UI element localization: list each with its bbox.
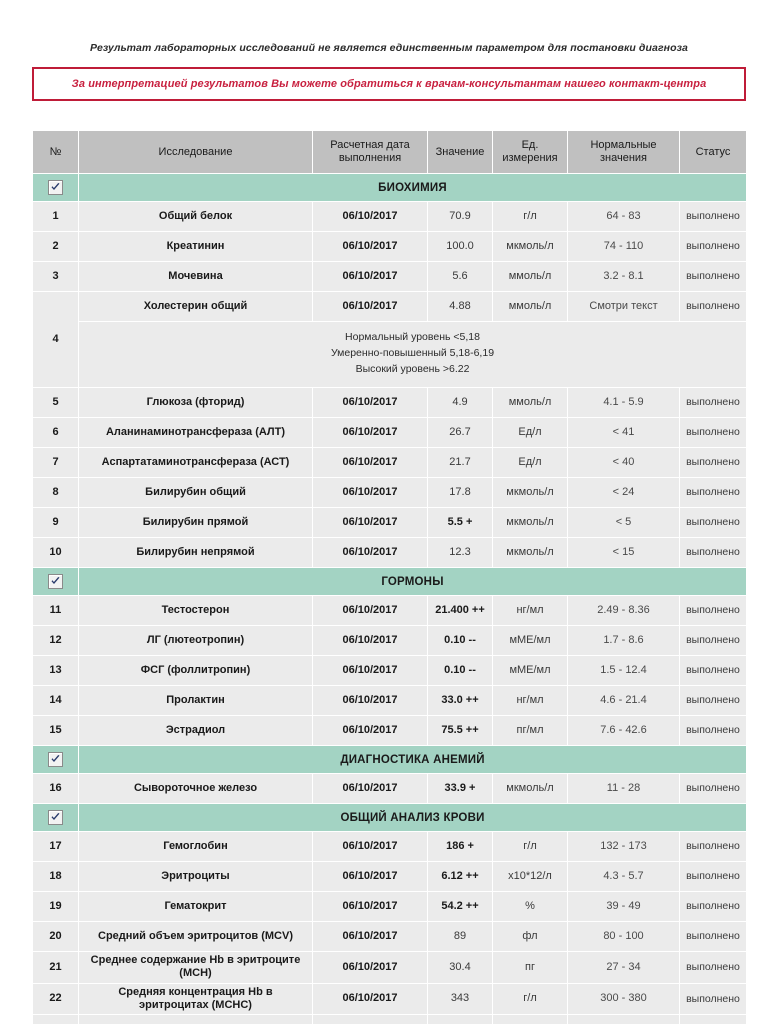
row-unit: мкмоль/л xyxy=(493,508,568,538)
row-unit: х10*12/л xyxy=(493,862,568,892)
row-test-name: Гематокрит xyxy=(79,892,313,922)
checkbox-checked-icon[interactable] xyxy=(48,752,63,767)
row-date: 06/10/2017 xyxy=(313,538,428,568)
row-unit: мкмоль/л xyxy=(493,774,568,804)
row-number: 2 xyxy=(33,232,79,262)
table-row[interactable] xyxy=(33,686,747,716)
table-row[interactable] xyxy=(33,292,747,322)
row-date: 06/10/2017 xyxy=(313,716,428,746)
row-number: 4 xyxy=(33,292,79,388)
row-number: 9 xyxy=(33,508,79,538)
row-test-name: Тестостерон xyxy=(79,596,313,626)
row-status: выполнено xyxy=(680,774,747,804)
row-value: 21.400 ++ xyxy=(428,596,493,626)
row-date: 06/10/2017 xyxy=(313,774,428,804)
table-cell-partial xyxy=(33,1015,79,1025)
column-header-date xyxy=(313,131,428,174)
row-norm-range: 4.6 - 21.4 xyxy=(568,686,680,716)
row-value: 5.6 xyxy=(428,262,493,292)
section-checkbox-cell[interactable] xyxy=(33,804,79,832)
table-row[interactable] xyxy=(33,388,747,418)
row-norm-range: < 40 xyxy=(568,448,680,478)
table-header xyxy=(33,131,747,174)
row-value: 21.7 xyxy=(428,448,493,478)
row-status: выполнено xyxy=(680,202,747,232)
row-unit: пг xyxy=(493,952,568,983)
column-header-test: Исследование xyxy=(79,131,313,174)
row-test-name: Билирубин общий xyxy=(79,478,313,508)
table-body xyxy=(33,174,747,1025)
column-header-value: Значение xyxy=(428,131,493,174)
row-value: 33.0 ++ xyxy=(428,686,493,716)
row-date: 06/10/2017 xyxy=(313,202,428,232)
table-row[interactable] xyxy=(33,892,747,922)
table-cell-partial xyxy=(79,1015,313,1025)
row-norm-range: < 41 xyxy=(568,418,680,448)
table-cell-partial xyxy=(428,1015,493,1025)
row-norm-range: 1.7 - 8.6 xyxy=(568,626,680,656)
row-date: 06/10/2017 xyxy=(313,448,428,478)
row-status: выполнено xyxy=(680,922,747,952)
row-unit: пг/мл xyxy=(493,716,568,746)
row-number: 6 xyxy=(33,418,79,448)
table-row[interactable] xyxy=(33,478,747,508)
row-unit: г/л xyxy=(493,202,568,232)
row-value: 30.4 xyxy=(428,952,493,983)
row-norm-range: 2.49 - 8.36 xyxy=(568,596,680,626)
row-norm-range: Смотри текст xyxy=(568,292,680,322)
table-cell-partial xyxy=(493,1015,568,1025)
row-norm-range: 64 - 83 xyxy=(568,202,680,232)
column-header-status: Статус xyxy=(680,131,747,174)
table-row-partial[interactable] xyxy=(33,1015,747,1025)
section-checkbox-cell[interactable] xyxy=(33,568,79,596)
checkbox-checked-icon[interactable] xyxy=(48,810,63,825)
row-test-name: Пролактин xyxy=(79,686,313,716)
row-norm-range: 27 - 34 xyxy=(568,952,680,983)
row-value: 12.3 xyxy=(428,538,493,568)
row-norm-range: < 15 xyxy=(568,538,680,568)
table-row[interactable] xyxy=(33,716,747,746)
row-value: 26.7 xyxy=(428,418,493,448)
section-header-row xyxy=(33,568,747,596)
table-cell-partial xyxy=(313,1015,428,1025)
table-cell-partial xyxy=(568,1015,680,1025)
row-test-name: ЛГ (лютеотропин) xyxy=(79,626,313,656)
section-header-row xyxy=(33,804,747,832)
row-unit: мкмоль/л xyxy=(493,232,568,262)
table-row[interactable] xyxy=(33,232,747,262)
row-status: выполнено xyxy=(680,508,747,538)
row-date: 06/10/2017 xyxy=(313,388,428,418)
row-number: 15 xyxy=(33,716,79,746)
row-unit: мМЕ/мл xyxy=(493,656,568,686)
interpretation-notice-box xyxy=(32,67,746,101)
row-status: выполнено xyxy=(680,656,747,686)
row-number: 22 xyxy=(33,983,79,1014)
row-number: 1 xyxy=(33,202,79,232)
table-row[interactable] xyxy=(33,448,747,478)
row-test-name: Глюкоза (фторид) xyxy=(79,388,313,418)
section-header-row xyxy=(33,174,747,202)
row-comment-text: Нормальный уровень <5,18 Умеренно-повышенный 5,18-6,19 Высокий уровень >6.22 xyxy=(330,331,495,375)
row-date: 06/10/2017 xyxy=(313,862,428,892)
row-unit: ммоль/л xyxy=(493,262,568,292)
row-unit: % xyxy=(493,892,568,922)
row-number: 14 xyxy=(33,686,79,716)
row-norm-range: 39 - 49 xyxy=(568,892,680,922)
row-value: 0.10 -- xyxy=(428,626,493,656)
row-test-name: Средний объем эритроцитов (MCV) xyxy=(79,922,313,952)
row-status: выполнено xyxy=(680,716,747,746)
table-row[interactable] xyxy=(33,538,747,568)
interpretation-notice-text: За интерпретацией результатов Вы можете обратиться к врачам-консультантам нашего контакт-центра xyxy=(71,78,707,90)
table-row[interactable] xyxy=(33,418,747,448)
row-test-name: Сывороточное железо xyxy=(79,774,313,804)
section-header-row xyxy=(33,746,747,774)
row-status: выполнено xyxy=(680,952,747,983)
row-number: 5 xyxy=(33,388,79,418)
row-status: выполнено xyxy=(680,832,747,862)
row-status: выполнено xyxy=(680,262,747,292)
row-unit: фл xyxy=(493,922,568,952)
row-unit: мМЕ/мл xyxy=(493,626,568,656)
row-norm-range: 3.2 - 8.1 xyxy=(568,262,680,292)
lab-results-table xyxy=(32,130,747,1025)
section-title: БИОХИМИЯ xyxy=(79,174,747,202)
row-value: 17.8 xyxy=(428,478,493,508)
row-date: 06/10/2017 xyxy=(313,478,428,508)
row-number: 7 xyxy=(33,448,79,478)
row-value: 6.12 ++ xyxy=(428,862,493,892)
row-date: 06/10/2017 xyxy=(313,596,428,626)
row-norm-range: 74 - 110 xyxy=(568,232,680,262)
row-number: 3 xyxy=(33,262,79,292)
table-row[interactable] xyxy=(33,774,747,804)
row-norm-range: 7.6 - 42.6 xyxy=(568,716,680,746)
row-date: 06/10/2017 xyxy=(313,508,428,538)
table-row[interactable] xyxy=(33,832,747,862)
row-value: 4.9 xyxy=(428,388,493,418)
row-number: 11 xyxy=(33,596,79,626)
row-test-name: Мочевина xyxy=(79,262,313,292)
row-test-name: Средняя концентрация Hb в эритроцитах (MCHC) xyxy=(79,983,313,1014)
row-test-name: Гемоглобин xyxy=(79,832,313,862)
row-test-name: Билирубин прямой xyxy=(79,508,313,538)
row-status: выполнено xyxy=(680,626,747,656)
row-date: 06/10/2017 xyxy=(313,892,428,922)
row-test-name: Эстрадиол xyxy=(79,716,313,746)
row-status: выполнено xyxy=(680,862,747,892)
row-unit: ммоль/л xyxy=(493,388,568,418)
row-comment xyxy=(33,322,747,388)
section-title: ГОРМОНЫ xyxy=(79,568,747,596)
row-value: 33.9 + xyxy=(428,774,493,804)
row-value: 70.9 xyxy=(428,202,493,232)
row-test-name: Холестерин общий xyxy=(79,292,313,322)
row-norm-range: 300 - 380 xyxy=(568,983,680,1014)
section-checkbox-cell[interactable] xyxy=(33,174,79,202)
column-header-norm xyxy=(568,131,680,174)
row-unit: Ед/л xyxy=(493,448,568,478)
row-test-name: ФСГ (фоллитропин) xyxy=(79,656,313,686)
disclaimer-text: Результат лабораторных исследований не является единственным параметром для постановки диагноза xyxy=(90,42,688,54)
row-date: 06/10/2017 xyxy=(313,626,428,656)
row-comment-cell xyxy=(79,322,747,388)
row-value: 75.5 ++ xyxy=(428,716,493,746)
column-header-date-line1: Расчетная дата xyxy=(330,139,410,152)
row-norm-range: < 24 xyxy=(568,478,680,508)
table-header-row xyxy=(33,131,747,174)
column-header-unit xyxy=(493,131,568,174)
column-header-unit-line1: Ед. xyxy=(521,139,539,152)
row-test-name: Билирубин непрямой xyxy=(79,538,313,568)
row-status: выполнено xyxy=(680,292,747,322)
row-norm-range: 80 - 100 xyxy=(568,922,680,952)
row-status: выполнено xyxy=(680,448,747,478)
row-value: 54.2 ++ xyxy=(428,892,493,922)
row-number: 10 xyxy=(33,538,79,568)
row-test-name: Общий белок xyxy=(79,202,313,232)
row-status: выполнено xyxy=(680,478,747,508)
section-title: ОБЩИЙ АНАЛИЗ КРОВИ xyxy=(79,804,747,832)
row-date: 06/10/2017 xyxy=(313,983,428,1014)
row-value: 186 + xyxy=(428,832,493,862)
row-unit: мкмоль/л xyxy=(493,478,568,508)
table-row[interactable] xyxy=(33,952,747,983)
row-date: 06/10/2017 xyxy=(313,686,428,716)
row-status: выполнено xyxy=(680,983,747,1014)
row-test-name: Среднее содержание Hb в эритроците (MCH) xyxy=(79,952,313,983)
row-value: 343 xyxy=(428,983,493,1014)
table-row[interactable] xyxy=(33,862,747,892)
table-row[interactable] xyxy=(33,922,747,952)
column-header-number: № xyxy=(33,131,79,174)
row-status: выполнено xyxy=(680,418,747,448)
table-row[interactable] xyxy=(33,508,747,538)
row-norm-range: 11 - 28 xyxy=(568,774,680,804)
row-date: 06/10/2017 xyxy=(313,418,428,448)
checkbox-checked-icon[interactable] xyxy=(48,180,63,195)
table-cell-partial xyxy=(680,1015,747,1025)
row-test-name: Эритроциты xyxy=(79,862,313,892)
row-number: 19 xyxy=(33,892,79,922)
row-unit: Ед/л xyxy=(493,418,568,448)
row-unit: ммоль/л xyxy=(493,292,568,322)
section-checkbox-cell[interactable] xyxy=(33,746,79,774)
row-norm-range: 4.3 - 5.7 xyxy=(568,862,680,892)
column-header-norm-line2: значения xyxy=(599,152,648,164)
row-date: 06/10/2017 xyxy=(313,292,428,322)
row-date: 06/10/2017 xyxy=(313,232,428,262)
row-unit: г/л xyxy=(493,832,568,862)
column-header-unit-line2: измерения xyxy=(502,152,558,164)
row-status: выполнено xyxy=(680,596,747,626)
table-row[interactable] xyxy=(33,983,747,1014)
table-row[interactable] xyxy=(33,596,747,626)
row-date: 06/10/2017 xyxy=(313,952,428,983)
row-status: выполнено xyxy=(680,232,747,262)
row-status: выполнено xyxy=(680,388,747,418)
row-number: 13 xyxy=(33,656,79,686)
row-value: 4.88 xyxy=(428,292,493,322)
row-unit: мкмоль/л xyxy=(493,538,568,568)
row-status: выполнено xyxy=(680,686,747,716)
row-number: 17 xyxy=(33,832,79,862)
checkbox-checked-icon[interactable] xyxy=(48,574,63,589)
row-date: 06/10/2017 xyxy=(313,922,428,952)
table-row[interactable] xyxy=(33,656,747,686)
row-status: выполнено xyxy=(680,892,747,922)
row-date: 06/10/2017 xyxy=(313,656,428,686)
table-row[interactable] xyxy=(33,262,747,292)
row-value: 0.10 -- xyxy=(428,656,493,686)
row-norm-range: < 5 xyxy=(568,508,680,538)
row-value: 89 xyxy=(428,922,493,952)
row-unit: нг/мл xyxy=(493,596,568,626)
table-row[interactable] xyxy=(33,626,747,656)
row-number: 21 xyxy=(33,952,79,983)
row-date: 06/10/2017 xyxy=(313,262,428,292)
row-number: 16 xyxy=(33,774,79,804)
row-norm-range: 132 - 173 xyxy=(568,832,680,862)
row-test-name: Аспартатаминотрансфераза (АСТ) xyxy=(79,448,313,478)
row-value: 100.0 xyxy=(428,232,493,262)
row-unit: нг/мл xyxy=(493,686,568,716)
row-date: 06/10/2017 xyxy=(313,832,428,862)
section-title: ДИАГНОСТИКА АНЕМИЙ xyxy=(79,746,747,774)
row-test-name: Креатинин xyxy=(79,232,313,262)
column-header-norm-line1: Нормальные xyxy=(590,139,657,152)
row-norm-range: 4.1 - 5.9 xyxy=(568,388,680,418)
row-unit: г/л xyxy=(493,983,568,1014)
row-norm-range: 1.5 - 12.4 xyxy=(568,656,680,686)
table-row[interactable] xyxy=(33,202,747,232)
row-value: 5.5 + xyxy=(428,508,493,538)
row-number: 18 xyxy=(33,862,79,892)
column-header-date-line2: выполнения xyxy=(338,152,402,164)
row-number: 20 xyxy=(33,922,79,952)
row-number: 12 xyxy=(33,626,79,656)
row-test-name: Аланинаминотрансфераза (АЛТ) xyxy=(79,418,313,448)
row-number: 8 xyxy=(33,478,79,508)
row-status: выполнено xyxy=(680,538,747,568)
